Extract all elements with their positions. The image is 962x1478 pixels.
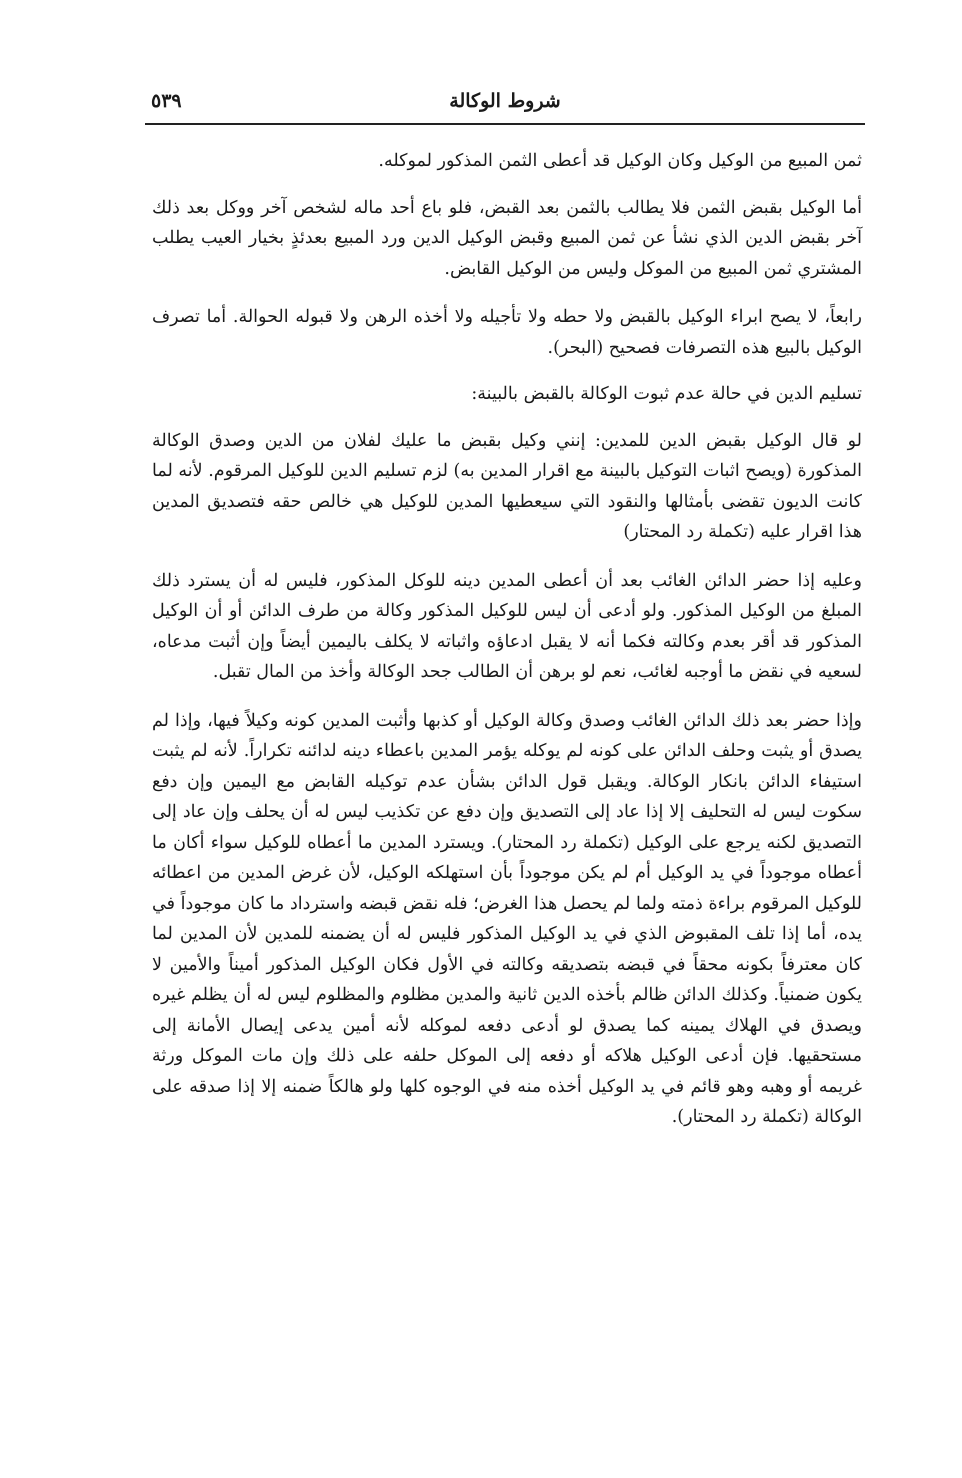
paragraph-3: رابعاً، لا يصح ابراء الوكيل بالقبض ولا حطه ولا تأجيله ولا أخذه الرهن ولا قبوله الحوالة. أما تصرف الوكيل بالبيع هذه التصرفات فصحيح (البحر).: [152, 307, 862, 358]
page-number: ٥٣٩: [151, 90, 182, 112]
paragraph-2: أما الوكيل بقبض الثمن فلا يطالب بالثمن بعد القبض، فلو باع أحد ماله لشخص آخر ووكل بعد ذلك آخر بقبض الدين الذي نشأ عن ثمن المبيع وقبض الوكيل الدين ورد المبيع بعدئذٍ بخيار العيب يطلب المشتري ثمن المبيع من الموكل وليس من الوكيل القابض.: [152, 197, 862, 279]
header-divider: [145, 123, 865, 125]
paragraph-1: ثمن المبيع من الوكيل وكان الوكيل قد أعطى الثمن المذكور لموكله.: [378, 151, 862, 171]
page-body: [152, 146, 862, 1147]
paragraph-5: وعليه إذا حضر الدائن الغائب بعد أن أعطى المدين دينه للوكل المذكور، فليس له أن يسترد ذلك المبلغ من الوكيل المذكور. ولو أدعى أن ليس للوكيل المذكور وكالة من طرف الدائن أو أن الوكيل المذكور قد أقر بعدم وكالته فكما أنه لا يقبل ادعاؤه واثباته لا يكلف باليمين أيضاً وإن أثبت مدعاه، لسعيه في نقض ما أوجبه لغائب، نعم لو برهن أن الطالب جحد الوكالة وأخذ من المال تقبل.: [152, 570, 862, 682]
section-heading: تسليم الدين في حالة عدم ثبوت الوكالة بالقبض بالبينة:: [471, 384, 862, 404]
paragraph-4: لو قال الوكيل بقبض الدين للمدين: إنني وكيل بقبض ما عليك لفلان من الدين وصدق الوكالة المذكورة (ويصح اثبات التوكيل بالبينة مع اقرار المدين به) لزم تسليم الدين للوكيل المرقوم. لأنه لما كانت الديون تقضى بأمثالها والنقود التي سيعطيها المدين للوكيل هي خالص حقه فتصديق المدين هذا اقرار عليه (تكملة رد المحتار): [152, 430, 862, 542]
running-title: شروط الوكالة: [449, 90, 561, 112]
paragraph-6: وإذا حضر بعد ذلك الدائن الغائب وصدق وكالة الوكيل أو كذبها وأثبت المدين كونه وكيلاً فيها، وإذا لم يصدق أو يثبت وحلف الدائن على كونه لم يوكله يؤمر المدين باعطاء دينه لدائنه تكراراً. لأنه لم يثبت استيفاء الدائن بانكار الوكالة. ويقبل قول الدائن بشأن عدم توكيله القابض مع اليمين وإن دفع سكوت ليس له التحليف إلا إذا عاد إلى التصديق وإن دفع عن تكذيب ليس له أن يحلف وإن عاد إلى التصديق لكنه يرجع على الوكيل (تكملة رد المحتار). ويسترد المدين ما أعطاه للوكيل سواء أكان ما أعطاه موجوداً في يد الوكيل أم لم يكن موجوداً بأن استهلكه الوكيل، لأن غرض المدين من اعطائه للوكيل المرقوم براءة ذمته ولما لم يحصل هذا الغرض؛ فله نقض قبضه واسترداد ما كان موجوداً في يده، أما إذا تلف المقبوض الذي في يد الوكيل المذكور فليس له أن يضمنه للمدين لأن المدين لما كان معترفاً بكونه محقاً في قبضه بتصديقه وكالته في الأول فكان الوكيل المذكور أميناً والأمين لا يكون ضمنياً. وكذلك الدائن ظالم بأخذه الدين ثانية والمدين مظلوم والمظلوم ليس له أن يظلم غيره ويصدق في الهلاك يمينه كما يصدق لو أدعى دفعه لموكله لأنه أمين يدعى إيصال الأمانة إلى مستحقيها. فإن أدعى الوكيل هلاكه أو دفعه إلى الموكل حلفه على ذلك وإن مات الموكل ورثة غريمه أو وهبه وهو قائم في يد الوكيل أخذه منه في الوجوه كلها ولو هالكاً ضمنه إلا إذا صدقه على الوكالة (تكملة رد المحتار).: [152, 710, 862, 1127]
page-header: [145, 84, 865, 120]
